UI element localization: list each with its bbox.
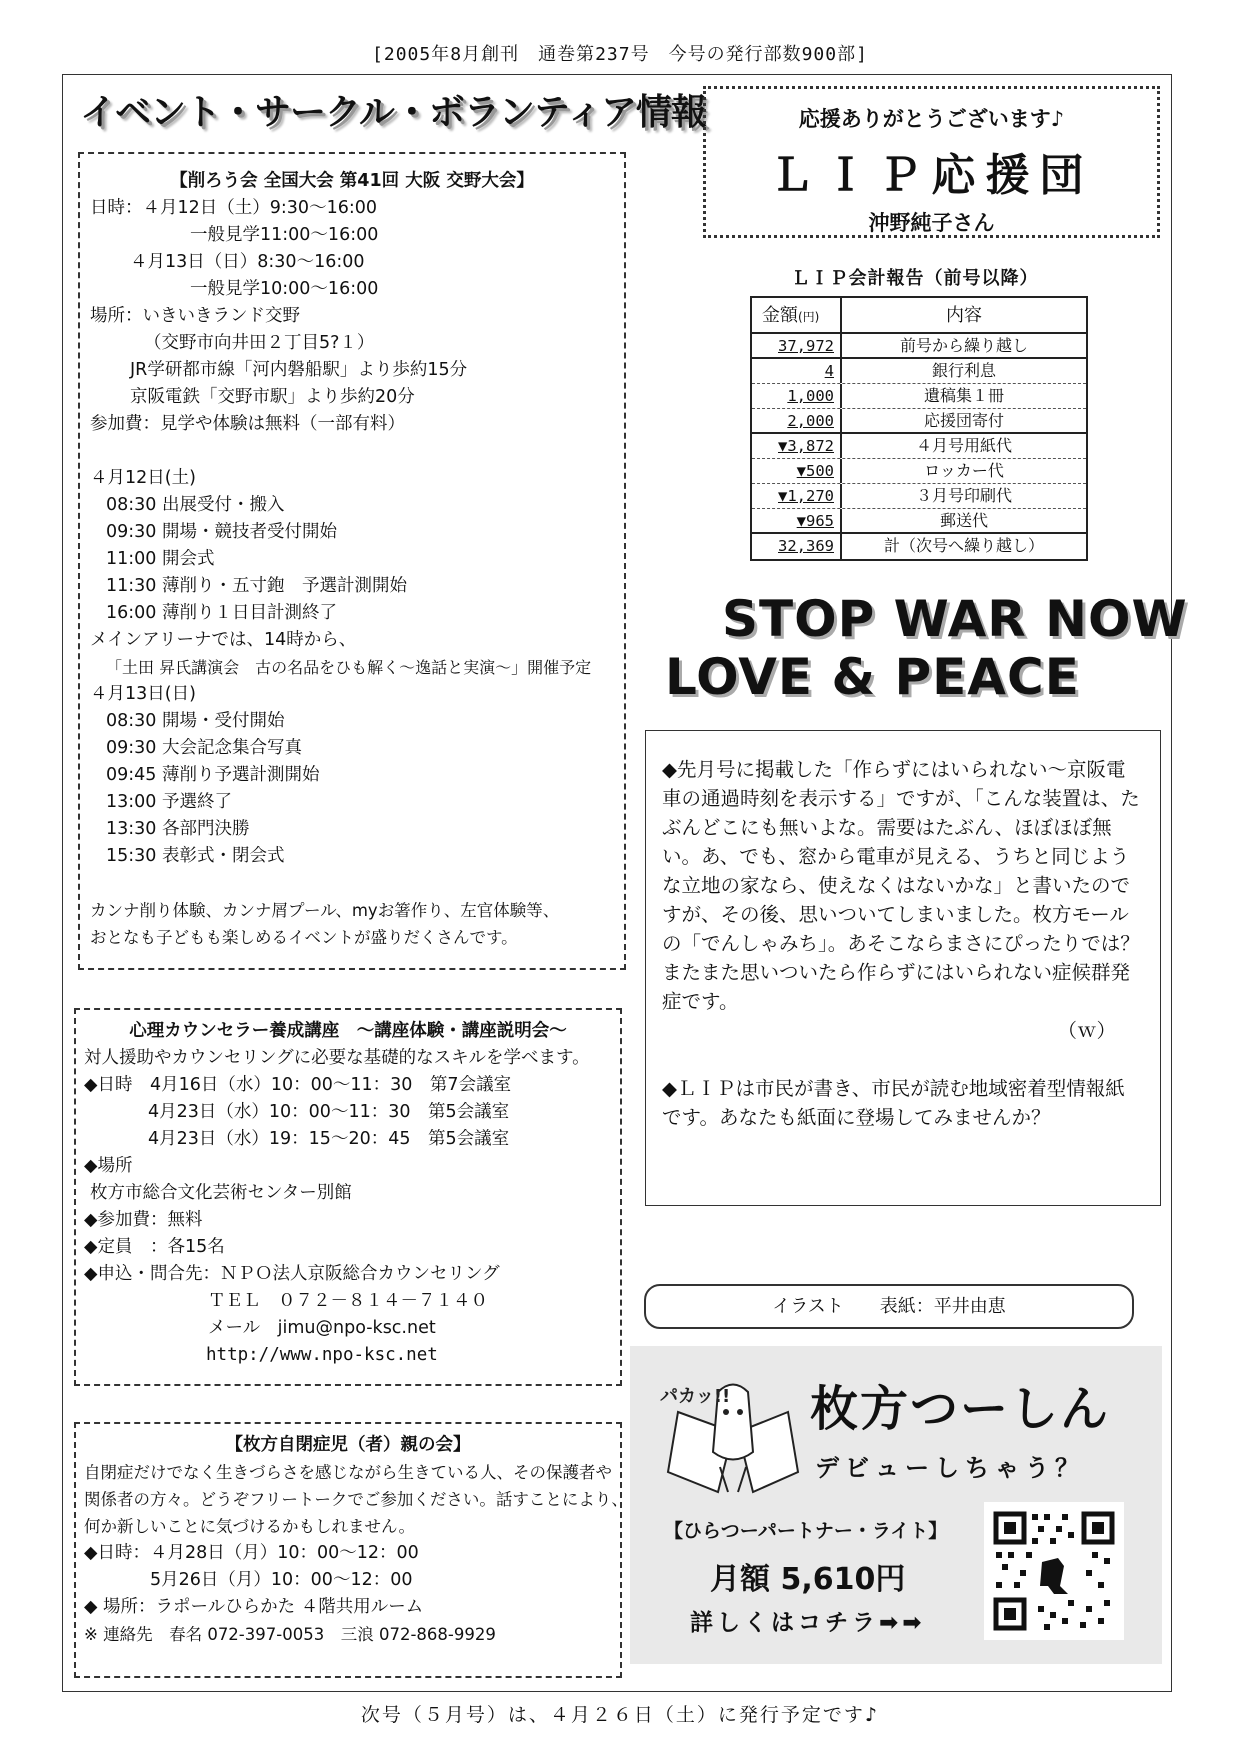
event-line: 一般見学11:00～16:00 xyxy=(190,225,379,245)
slogan-love-peace: LOVE & PEACE xyxy=(665,648,1080,706)
event-title: 【枚方自閉症児（者）親の会】 xyxy=(225,1435,471,1455)
mascot-illustration-icon xyxy=(658,1372,808,1502)
event-line: 11:30 薄削り・五寸鉋 予選計測開始 xyxy=(106,576,407,596)
amount-cell: ▼965 xyxy=(752,509,842,532)
event-line: 自閉症だけでなく生きづらさを感じながら生きている人、その保護者や xyxy=(84,1463,612,1482)
event-line: おとなも子どもも楽しめるイベントが盛りだくさんです。 xyxy=(90,928,518,947)
event-line: メインアリーナでは、14時から、 xyxy=(90,630,357,650)
event-line: 13:30 各部門決勝 xyxy=(106,819,250,839)
event-line: ◆場所 xyxy=(84,1156,133,1176)
event-email[interactable]: メール jimu@npo-ksc.net xyxy=(208,1318,436,1338)
desc-cell: 遺稿集１冊 xyxy=(923,386,1004,405)
ad-details-link[interactable]: 詳しくはコチラ➡➡ xyxy=(690,1610,926,1636)
event-line: 枚方市総合文化芸術センター別館 xyxy=(90,1183,352,1203)
event-line: 参加費：見学や体験は無料（一部有料） xyxy=(90,414,405,434)
event-line: 08:30 開場・受付開始 xyxy=(106,711,285,731)
desc-cell: 銀行利息 xyxy=(931,361,996,380)
desc-cell: ３月号印刷代 xyxy=(915,486,1012,505)
event-line: 対人援助やカウンセリングに必要な基礎的なスキルを学べます。 xyxy=(84,1048,590,1068)
event-line: 09:30 大会記念集合写真 xyxy=(106,738,302,758)
event-line: ◆日時 4月16日（水）10：00～11：30 第7会議室 xyxy=(84,1075,512,1095)
ad-debut: デビューしちゃう？ xyxy=(815,1454,1085,1482)
desc-cell: 郵送代 xyxy=(939,511,988,530)
table-row xyxy=(752,334,1086,359)
event-line: ◆定員 ：各15名 xyxy=(84,1237,225,1257)
accounting-table xyxy=(750,296,1088,561)
desc-cell: 応援団寄付 xyxy=(923,411,1004,430)
amount-cell: 32,369 xyxy=(752,534,842,559)
editor-note-box xyxy=(645,730,1161,1206)
ad-exclaim: パカッ!! xyxy=(660,1386,731,1407)
event-line: 一般見学10:00～16:00 xyxy=(190,279,379,299)
event-box-kezuroukai xyxy=(78,152,626,970)
event-line: 16:00 薄削り１日目計測終了 xyxy=(106,603,337,623)
hiratsu-ad[interactable] xyxy=(630,1346,1162,1664)
event-url[interactable]: http://www.npo-ksc.net xyxy=(206,1345,438,1365)
desc-cell: 前号から繰り越し xyxy=(899,336,1028,355)
event-line: カンナ削り体験、カンナ屑プール、myお箸作り、左官体験等、 xyxy=(90,901,560,920)
section-banner: イベント・サークル・ボランティア情報 xyxy=(80,92,707,133)
event-line: 4月23日（水）19：15～20：45 第5会議室 xyxy=(148,1129,510,1149)
table-header xyxy=(752,298,1086,334)
desc-cell: ロッカー代 xyxy=(924,461,1004,480)
event-line: 日時：４月12日（土）9:30～16:00 xyxy=(90,198,377,218)
slogan-stop-war: STOP WAR NOW xyxy=(722,590,1188,648)
ad-partner-plan: 【ひらつーパートナー・ライト】 xyxy=(664,1520,948,1542)
ad-price: 月額 5,610円 xyxy=(710,1562,906,1597)
note-paragraph: ◆先月号に掲載した「作らずにはいられない～京阪電車の通過時刻を表示する」ですが、「こんな装置は、たぶんどこにも無いよな。需要はたぶん、ほぼほぼ無い。あ、でも、窓から電車が見える、うちと同じような立地の家なら、使えなくはないかな」と書いたのですが、その後、思いついてしまいました。枚方モールの「でんしゃみち」。あそこならまさにぴったりでは？ またまた思いついたら作らずにはいられない症候群発症です。 xyxy=(662,758,1160,1013)
note-paragraph: ◆ＬＩＰは市民が書き、市民が読む地域密着型情報紙です。あなたも紙面に登場してみませんか？ xyxy=(662,1077,1125,1129)
event-line: ４月12日(土) xyxy=(90,468,196,488)
supporter-name: 沖野純子さん xyxy=(868,210,995,235)
event-line: 11:00 開会式 xyxy=(106,549,215,569)
event-line: ◆日時：４月28日（月）10：00～12：00 xyxy=(84,1543,419,1563)
header-desc: 内容 xyxy=(946,305,982,326)
event-line: ◆ 場所：ラポールひらかた ４階共用ルーム xyxy=(84,1597,424,1617)
event-line: 5月26日（月）10：00～12：00 xyxy=(150,1570,413,1590)
amount-cell: ▼1,270 xyxy=(752,484,842,508)
qr-code-icon[interactable] xyxy=(984,1502,1124,1640)
event-line: 京阪電鉄「交野市駅」より歩約20分 xyxy=(130,387,415,407)
event-box-autism-parents xyxy=(74,1422,628,1678)
desc-cell: 計（次号へ繰り越し） xyxy=(883,536,1044,555)
event-line: JR学研都市線「河内磐船駅」より歩約15分 xyxy=(130,360,468,380)
event-line: 何か新しいことに気づけるかもしれません。 xyxy=(84,1517,415,1536)
amount-cell: 37,972 xyxy=(752,334,842,357)
accounting-title: ＬＩＰ会計報告（前号以降） xyxy=(791,268,1039,289)
lip-supporters-box xyxy=(703,86,1160,238)
event-line: ※ 連絡先 春名 072-397-0053 三浪 072-868-9929 xyxy=(84,1625,496,1644)
amount-cell: ▼3,872 xyxy=(752,434,842,458)
event-line: 「土田 昇氏講演会 古の名品をひも解く～逸話と実演～」開催予定 xyxy=(106,658,592,677)
issue-header: [2005年8月創刊 通巻第237号 今号の発行部数900部] xyxy=(372,44,868,65)
event-line: ◆参加費：無料 xyxy=(84,1210,203,1230)
amount-cell: 1,000 xyxy=(752,384,842,408)
event-line: （交野市向井田２丁目5?１） xyxy=(144,333,375,353)
table-row xyxy=(752,384,1086,409)
supporters-title: ＬＩＰ応援団 xyxy=(769,150,1094,201)
amount-cell: 4 xyxy=(752,359,842,383)
table-row xyxy=(752,459,1086,484)
table-row xyxy=(752,434,1086,459)
note-signature: （ｗ） xyxy=(1057,1019,1116,1042)
desc-cell: ４月号用紙代 xyxy=(915,436,1012,455)
event-title: 【削ろう会 全国大会 第41回 大阪 交野大会】 xyxy=(170,171,534,191)
amount-cell: 2,000 xyxy=(752,409,842,432)
table-row xyxy=(752,359,1086,384)
table-row xyxy=(752,484,1086,509)
event-line: 13:00 予選終了 xyxy=(106,792,232,812)
next-issue-footer: 次号（５月号）は、４月２６日（土）に発行予定です♪ xyxy=(360,1704,880,1726)
event-line: ◆申込・問合先：ＮＰＯ法人京阪総合カウンセリング xyxy=(84,1264,500,1284)
event-line: 09:45 薄削り予選計測開始 xyxy=(106,765,320,785)
ad-brand: 枚方つーしん xyxy=(810,1381,1111,1437)
event-line: 関係者の方々。どうぞフリートークでご参加ください。話すことにより、 xyxy=(84,1490,628,1509)
amount-cell: ▼500 xyxy=(752,459,842,483)
table-row xyxy=(752,509,1086,534)
event-line: ４月13日(日) xyxy=(90,684,196,704)
table-row xyxy=(752,409,1086,434)
event-line: 4月23日（水）10：00～11：30 第5会議室 xyxy=(148,1102,510,1122)
supporters-thanks: 応援ありがとうございます♪ xyxy=(798,106,1065,131)
event-line: ４月13日（日）8:30～16:00 xyxy=(130,252,365,272)
header-amount: 金額(円) xyxy=(752,298,842,332)
event-box-counselor xyxy=(74,1008,622,1386)
event-line: 場所：いきいきランド交野 xyxy=(90,306,300,326)
table-row-total xyxy=(752,534,1086,559)
event-line: 09:30 開場・競技者受付開始 xyxy=(106,522,337,542)
event-title: 心理カウンセラー養成講座 ～講座体験・講座説明会～ xyxy=(129,1021,567,1041)
event-line: 15:30 表彰式・閉会式 xyxy=(106,846,285,866)
illustration-credit: イラスト 表紙：平井由恵 xyxy=(644,1284,1134,1329)
event-line: 08:30 出展受付・搬入 xyxy=(106,495,285,515)
event-phone: ＴＥＬ ０７２－８１４－７１４０ xyxy=(208,1291,488,1311)
